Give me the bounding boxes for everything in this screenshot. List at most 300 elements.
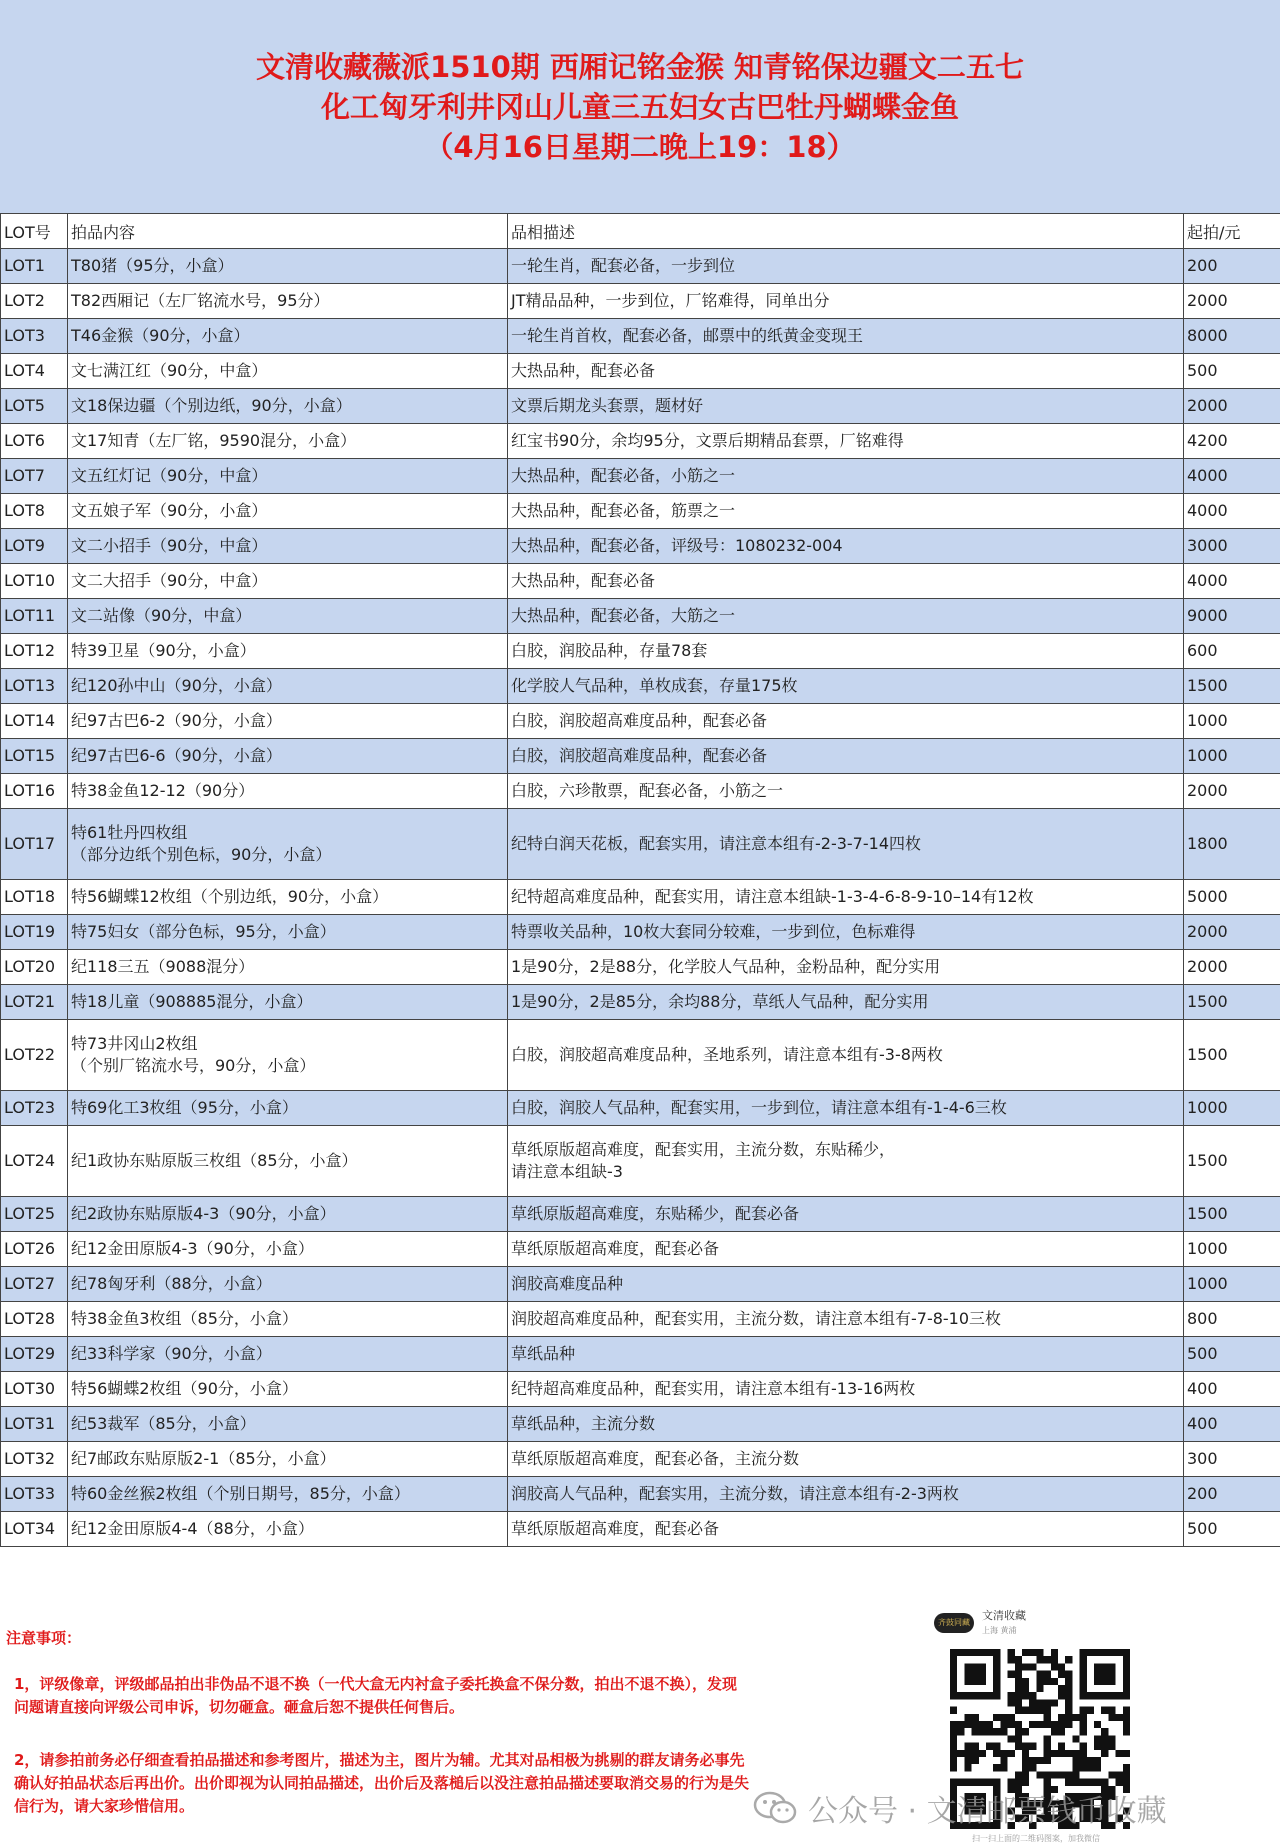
cell-price-text: 500 xyxy=(1187,1344,1218,1363)
cell-lot xyxy=(1,1372,68,1407)
cell-lot xyxy=(1,459,68,494)
cell-desc xyxy=(508,880,1184,915)
cell-desc-text: 一轮生肖首枚，配套必备，邮票中的纸黄金变现王 xyxy=(511,326,864,345)
cell-item xyxy=(68,1020,508,1091)
cell-price xyxy=(1184,1020,1280,1091)
cell-desc-text: 草纸原版超高难度，配套必备 xyxy=(511,1519,720,1538)
cell-lot-text: LOT20 xyxy=(4,957,56,976)
cell-price-text: 1500 xyxy=(1187,992,1228,1011)
cell-lot-text: LOT5 xyxy=(4,396,45,415)
cell-lot xyxy=(1,950,68,985)
table-row xyxy=(1,319,1280,354)
table-row xyxy=(1,564,1280,599)
qr-caption: 扫一扫上面的二维码图案，加我微信 xyxy=(972,1834,1100,1843)
table-row xyxy=(1,1267,1280,1302)
cell-lot xyxy=(1,1442,68,1477)
table-row xyxy=(1,809,1280,880)
watermark xyxy=(752,1786,1167,1830)
cell-lot-text: LOT28 xyxy=(4,1309,56,1328)
title-line-1: 文清收藏薇派1510期 西厢记铭金猴 知青铭保边疆文二五七 xyxy=(256,49,1024,84)
table-row xyxy=(1,1442,1280,1477)
cell-lot xyxy=(1,354,68,389)
cell-item xyxy=(68,1232,508,1267)
cell-price-text: 2000 xyxy=(1187,922,1228,941)
cell-price xyxy=(1184,669,1280,704)
cell-desc-text: JT精品品种，一步到位，厂铭难得，同单出分 xyxy=(511,291,830,310)
cell-item xyxy=(68,704,508,739)
cell-item xyxy=(68,1337,508,1372)
cell-price-text: 1000 xyxy=(1187,1098,1228,1117)
cell-price-text: 4000 xyxy=(1187,571,1228,590)
cell-item xyxy=(68,354,508,389)
header-banner xyxy=(0,0,1280,213)
cell-desc xyxy=(508,985,1184,1020)
cell-item-text: 文五娘子军（90分，小盒） xyxy=(71,501,268,520)
notes-title: 注意事项： xyxy=(6,1629,82,1647)
cell-price-text: 5000 xyxy=(1187,887,1228,906)
cell-desc-text: 大热品种，配套必备 xyxy=(511,571,656,590)
cell-item-text: 特38金鱼3枚组（85分，小盒） xyxy=(71,1309,298,1328)
cell-desc-text: 白胶，润胶人气品种，配套实用，一步到位，请注意本组有-1-4-6三枚 xyxy=(511,1098,1007,1117)
cell-lot xyxy=(1,1232,68,1267)
cell-lot-text: LOT13 xyxy=(4,676,56,695)
cell-item xyxy=(68,634,508,669)
cell-item xyxy=(68,950,508,985)
cell-lot-text: LOT34 xyxy=(4,1519,56,1538)
cell-item xyxy=(68,1442,508,1477)
cell-desc xyxy=(508,424,1184,459)
cell-price-text: 300 xyxy=(1187,1449,1218,1468)
cell-desc xyxy=(508,529,1184,564)
cell-desc-text: 润胶高人气品种，配套实用，主流分数，请注意本组有-2-3两枚 xyxy=(511,1484,959,1503)
cell-lot-text: LOT2 xyxy=(4,291,45,310)
cell-price xyxy=(1184,1407,1280,1442)
cell-lot xyxy=(1,985,68,1020)
cell-price-text: 400 xyxy=(1187,1379,1218,1398)
cell-price-text: 1000 xyxy=(1187,711,1228,730)
cell-desc-text: 润胶高难度品种 xyxy=(511,1274,624,1293)
col-header-price: 起拍/元 xyxy=(1184,214,1280,249)
cell-lot-text: LOT8 xyxy=(4,501,45,520)
qr-brand-sub: 上海 黄浦 xyxy=(982,1626,1017,1635)
cell-item xyxy=(68,809,508,880)
cell-item-text: 特56蝴蝶2枚组（90分，小盒） xyxy=(71,1379,298,1398)
cell-desc-text: 白胶，润胶品种，存量78套 xyxy=(511,641,708,660)
table-row xyxy=(1,1372,1280,1407)
cell-price xyxy=(1184,880,1280,915)
cell-desc xyxy=(508,319,1184,354)
cell-price-text: 4000 xyxy=(1187,466,1228,485)
cell-price-text: 2000 xyxy=(1187,957,1228,976)
cell-lot xyxy=(1,1512,68,1547)
cell-price-text: 1500 xyxy=(1187,1151,1228,1170)
cell-lot-text: LOT18 xyxy=(4,887,56,906)
cell-desc-text: 白胶，润胶超高难度品种，配套必备 xyxy=(511,711,768,730)
cell-price-text: 1000 xyxy=(1187,1274,1228,1293)
table-row xyxy=(1,669,1280,704)
cell-lot xyxy=(1,915,68,950)
cell-price-text: 2000 xyxy=(1187,781,1228,800)
cell-price-text: 4200 xyxy=(1187,431,1228,450)
cell-item-text: 文二小招手（90分，中盒） xyxy=(71,536,268,555)
table-row xyxy=(1,634,1280,669)
cell-item-text: T82西厢记（左厂铭流水号，95分） xyxy=(71,291,330,310)
notes-paragraph-1: 1，评级像章，评级邮品拍出非伪品不退不换（一代大盒无内衬盒子委托换盒不保分数，拍出不退不换），发现问题请直接向评级公司申诉，切勿砸盒。砸盒后恕不提供任何售后。 xyxy=(14,1675,737,1716)
qr-brand-name xyxy=(982,1607,1026,1636)
cell-desc xyxy=(508,1477,1184,1512)
cell-desc-text: 纪特超高难度品种，配套实用，请注意本组有-13-16两枚 xyxy=(511,1379,916,1398)
cell-item xyxy=(68,1372,508,1407)
cell-item-text: 特38金鱼12-12（90分） xyxy=(71,781,255,800)
cell-price xyxy=(1184,249,1280,284)
cell-desc xyxy=(508,1512,1184,1547)
table-row xyxy=(1,774,1280,809)
cell-lot xyxy=(1,1091,68,1126)
cell-item xyxy=(68,985,508,1020)
cell-item-text: 纪97古巴6-2（90分，小盒） xyxy=(71,711,282,730)
cell-item xyxy=(68,494,508,529)
table-row xyxy=(1,284,1280,319)
cell-lot xyxy=(1,880,68,915)
cell-item-text: 纪12金田原版4-4（88分，小盒） xyxy=(71,1519,314,1538)
cell-price xyxy=(1184,424,1280,459)
cell-desc xyxy=(508,284,1184,319)
cell-price xyxy=(1184,950,1280,985)
cell-lot xyxy=(1,1302,68,1337)
cell-lot-text: LOT12 xyxy=(4,641,56,660)
watermark-text: 公众号 · 文清邮票钱币收藏 xyxy=(808,1794,1167,1829)
cell-item-text: 纪78匈牙利（88分，小盒） xyxy=(71,1274,272,1293)
cell-lot-text: LOT11 xyxy=(4,606,56,625)
cell-item-text: 特39卫星（90分，小盒） xyxy=(71,641,256,660)
cell-desc xyxy=(508,1126,1184,1197)
cell-desc-text: 草纸原版超高难度，配套必备，主流分数 xyxy=(511,1449,800,1468)
cell-item xyxy=(68,1197,508,1232)
cell-item xyxy=(68,1512,508,1547)
cell-desc xyxy=(508,564,1184,599)
cell-desc xyxy=(508,1442,1184,1477)
table-header-row xyxy=(1,214,1280,249)
cell-item-text: 文二站像（90分，中盒） xyxy=(71,606,252,625)
cell-price xyxy=(1184,1442,1280,1477)
cell-item-text: 文五红灯记（90分，中盒） xyxy=(71,466,268,485)
cell-desc-text: 1是90分，2是85分，余均88分，草纸人气品种，配分实用 xyxy=(511,992,929,1011)
cell-price xyxy=(1184,389,1280,424)
cell-price xyxy=(1184,1477,1280,1512)
cell-desc xyxy=(508,809,1184,880)
cell-price-text: 4000 xyxy=(1187,501,1228,520)
table-row xyxy=(1,1337,1280,1372)
table-row xyxy=(1,1302,1280,1337)
cell-price-text: 8000 xyxy=(1187,326,1228,345)
cell-desc xyxy=(508,1020,1184,1091)
title-line-3: （4月16日星期二晚上19：18） xyxy=(424,129,856,164)
cell-price-text: 2000 xyxy=(1187,291,1228,310)
cell-item-text: 纪12金田原版4-3（90分，小盒） xyxy=(71,1239,314,1258)
cell-item xyxy=(68,739,508,774)
cell-item xyxy=(68,915,508,950)
cell-price xyxy=(1184,1512,1280,1547)
table-row xyxy=(1,1126,1280,1197)
cell-lot xyxy=(1,634,68,669)
cell-lot xyxy=(1,809,68,880)
cell-price xyxy=(1184,985,1280,1020)
table-row xyxy=(1,599,1280,634)
cell-item xyxy=(68,599,508,634)
cell-item-text: 纪97古巴6-6（90分，小盒） xyxy=(71,746,282,765)
cell-desc-text: 红宝书90分，余均95分，文票后期精品套票，厂铭难得 xyxy=(511,431,904,450)
cell-price-text: 200 xyxy=(1187,1484,1218,1503)
cell-price xyxy=(1184,319,1280,354)
cell-lot-text: LOT24 xyxy=(4,1151,56,1170)
cell-lot xyxy=(1,704,68,739)
cell-item xyxy=(68,564,508,599)
cell-desc xyxy=(508,389,1184,424)
cell-price-text: 200 xyxy=(1187,256,1218,275)
cell-item-text: 纪120孙中山（90分，小盒） xyxy=(71,676,282,695)
cell-item-text: 纪2政协东贴原版4-3（90分，小盒） xyxy=(71,1204,336,1223)
cell-lot xyxy=(1,739,68,774)
cell-desc xyxy=(508,1267,1184,1302)
cell-price-text: 1800 xyxy=(1187,834,1228,853)
table-body xyxy=(1,249,1280,1547)
cell-price xyxy=(1184,1091,1280,1126)
cell-price-text: 500 xyxy=(1187,1519,1218,1538)
cell-item-text: 文七满江红（90分，中盒） xyxy=(71,361,268,380)
cell-desc xyxy=(508,950,1184,985)
cell-price xyxy=(1184,564,1280,599)
cell-desc-text: 白胶，润胶超高难度品种，圣地系列，请注意本组有-3-8两枚 xyxy=(511,1045,943,1064)
cell-lot-text: LOT32 xyxy=(4,1449,56,1468)
cell-item-text: 纪33科学家（90分，小盒） xyxy=(71,1344,272,1363)
cell-price-text: 800 xyxy=(1187,1309,1218,1328)
table-row xyxy=(1,249,1280,284)
cell-lot-text: LOT15 xyxy=(4,746,56,765)
table-row xyxy=(1,985,1280,1020)
cell-price xyxy=(1184,739,1280,774)
table-row xyxy=(1,459,1280,494)
cell-price-text: 600 xyxy=(1187,641,1218,660)
title-line-2: 化工匈牙利井冈山儿童三五妇女古巴牡丹蝴蝶金鱼 xyxy=(320,89,959,124)
cell-price-text: 1500 xyxy=(1187,1204,1228,1223)
cell-lot xyxy=(1,1407,68,1442)
cell-desc-text: 文票后期龙头套票，题材好 xyxy=(511,396,704,415)
cell-lot-text: LOT31 xyxy=(4,1414,56,1433)
table-row xyxy=(1,1232,1280,1267)
cell-item-text: 文17知青（左厂铭，9590混分，小盒） xyxy=(71,431,357,450)
cell-item xyxy=(68,459,508,494)
cell-lot-text: LOT17 xyxy=(4,834,56,853)
cell-lot-text: LOT19 xyxy=(4,922,56,941)
cell-item-text: 特18儿童（908885混分，小盒） xyxy=(71,992,313,1011)
cell-desc-text: 纪特白润天花板，配套实用，请注意本组有-2-3-7-14四枚 xyxy=(511,834,921,853)
table-row xyxy=(1,529,1280,564)
cell-item-text: T80猪（95分，小盒） xyxy=(71,256,234,275)
cell-item xyxy=(68,529,508,564)
cell-lot-text: LOT3 xyxy=(4,326,45,345)
cell-item-text: 特61牡丹四枚组 （部分边纸个别色标，90分，小盒） xyxy=(71,823,332,864)
cell-lot-text: LOT23 xyxy=(4,1098,56,1117)
table-row xyxy=(1,424,1280,459)
cell-price-text: 1500 xyxy=(1187,676,1228,695)
table-row xyxy=(1,704,1280,739)
cell-desc-text: 草纸原版超高难度，配套必备 xyxy=(511,1239,720,1258)
cell-price-text: 500 xyxy=(1187,361,1218,380)
cell-lot xyxy=(1,1267,68,1302)
cell-item-text: 特60金丝猴2枚组（个别日期号，85分，小盒） xyxy=(71,1484,410,1503)
cell-desc xyxy=(508,1091,1184,1126)
cell-lot-text: LOT4 xyxy=(4,361,45,380)
cell-price-text: 2000 xyxy=(1187,396,1228,415)
cell-lot xyxy=(1,1197,68,1232)
table-row xyxy=(1,915,1280,950)
cell-desc xyxy=(508,459,1184,494)
cell-price xyxy=(1184,1302,1280,1337)
cell-item xyxy=(68,1477,508,1512)
cell-price xyxy=(1184,634,1280,669)
cell-price xyxy=(1184,494,1280,529)
cell-desc-text: 润胶超高难度品种，配套实用，主流分数，请注意本组有-7-8-10三枚 xyxy=(511,1309,1002,1328)
cell-price xyxy=(1184,284,1280,319)
cell-item-text: 纪53裁军（85分，小盒） xyxy=(71,1414,256,1433)
cell-desc-text: 纪特超高难度品种，配套实用，请注意本组缺-1-3-4-6-8-9-10–14有12枚 xyxy=(511,887,1034,906)
cell-desc xyxy=(508,1337,1184,1372)
cell-price xyxy=(1184,809,1280,880)
cell-lot-text: LOT7 xyxy=(4,466,45,485)
cell-desc-text: 化学胶人气品种，单枚成套，存量175枚 xyxy=(511,676,798,695)
cell-price xyxy=(1184,704,1280,739)
cell-price-text: 1500 xyxy=(1187,1045,1228,1064)
cell-desc-text: 草纸品种，主流分数 xyxy=(511,1414,656,1433)
cell-lot xyxy=(1,529,68,564)
cell-desc-text: 1是90分，2是88分，化学胶人气品种，金粉品种，配分实用 xyxy=(511,957,941,976)
cell-price xyxy=(1184,915,1280,950)
cell-price-text: 1000 xyxy=(1187,746,1228,765)
cell-lot-text: LOT6 xyxy=(4,431,45,450)
cell-desc-text: 大热品种，配套必备 xyxy=(511,361,656,380)
cell-item-text: 纪7邮政东贴原版2-1（85分，小盒） xyxy=(71,1449,336,1468)
cell-lot-text: LOT30 xyxy=(4,1379,56,1398)
cell-lot xyxy=(1,1020,68,1091)
cell-desc-text: 大热品种，配套必备，大筋之一 xyxy=(511,606,736,625)
cell-desc-text: 一轮生肖，配套必备，一步到位 xyxy=(511,256,736,275)
cell-price-text: 1000 xyxy=(1187,1239,1228,1258)
col-header-desc: 品相描述 xyxy=(508,214,1184,249)
cell-item-text: 纪118三五（9088混分） xyxy=(71,957,255,976)
cell-desc xyxy=(508,599,1184,634)
cell-desc xyxy=(508,1197,1184,1232)
cell-item xyxy=(68,424,508,459)
cell-desc-text: 白胶，润胶超高难度品种，配套必备 xyxy=(511,746,768,765)
cell-item-text: 特75妇女（部分色标，95分，小盒） xyxy=(71,922,336,941)
cell-lot-text: LOT10 xyxy=(4,571,56,590)
cell-lot-text: LOT33 xyxy=(4,1484,56,1503)
table-row xyxy=(1,494,1280,529)
brand-logo: 齐鼓同藏 xyxy=(934,1613,974,1633)
cell-lot xyxy=(1,284,68,319)
cell-price xyxy=(1184,354,1280,389)
table-row xyxy=(1,354,1280,389)
cell-item xyxy=(68,284,508,319)
wechat-icon xyxy=(752,1791,798,1825)
table-row xyxy=(1,1091,1280,1126)
cell-item-text: 纪1政协东贴原版三枚组（85分，小盒） xyxy=(71,1151,358,1170)
cell-lot xyxy=(1,564,68,599)
cell-price xyxy=(1184,1232,1280,1267)
cell-desc xyxy=(508,704,1184,739)
cell-item xyxy=(68,1407,508,1442)
cell-price xyxy=(1184,1126,1280,1197)
col-header-item: 拍品内容 xyxy=(68,214,508,249)
table-row xyxy=(1,1407,1280,1442)
cell-price xyxy=(1184,1337,1280,1372)
table-row xyxy=(1,880,1280,915)
cell-desc xyxy=(508,634,1184,669)
cell-lot-text: LOT26 xyxy=(4,1239,56,1258)
cell-item xyxy=(68,249,508,284)
cell-lot xyxy=(1,424,68,459)
cell-item xyxy=(68,1126,508,1197)
cell-desc xyxy=(508,249,1184,284)
table-row xyxy=(1,1477,1280,1512)
cell-desc-text: 草纸品种 xyxy=(511,1344,576,1363)
cell-item-text: 特73井冈山2枚组 （个别厂铭流水号，90分，小盒） xyxy=(71,1034,316,1075)
cell-desc-text: 大热品种，配套必备，筋票之一 xyxy=(511,501,736,520)
cell-price xyxy=(1184,459,1280,494)
cell-price xyxy=(1184,1267,1280,1302)
cell-lot-text: LOT16 xyxy=(4,781,56,800)
cell-lot xyxy=(1,249,68,284)
cell-item xyxy=(68,774,508,809)
cell-lot xyxy=(1,1477,68,1512)
col-header-lot: LOT号 xyxy=(1,214,68,249)
cell-item xyxy=(68,880,508,915)
cell-lot xyxy=(1,389,68,424)
cell-item-text: 特56蝴蝶12枚组（个别边纸，90分，小盒） xyxy=(71,887,389,906)
cell-price xyxy=(1184,1197,1280,1232)
table-row xyxy=(1,1197,1280,1232)
cell-desc-text: 大热品种，配套必备，小筋之一 xyxy=(511,466,736,485)
cell-price-text: 3000 xyxy=(1187,536,1228,555)
cell-lot-text: LOT9 xyxy=(4,536,45,555)
notes-paragraph-2: 2，请参拍前务必仔细查看拍品描述和参考图片，描述为主，图片为辅。尤其对品相极为挑剔的群友请务必事先确认好拍品状态后再出价。出价即视为认同拍品描述，出价后及落槌后以没注意拍品描述要取消交易的行为是失信行为，请大家珍惜信用。 xyxy=(14,1751,750,1815)
cell-item-text: 特69化工3枚组（95分，小盒） xyxy=(71,1098,298,1117)
cell-item xyxy=(68,319,508,354)
cell-item xyxy=(68,1302,508,1337)
cell-lot xyxy=(1,1126,68,1197)
cell-desc-text: 草纸原版超高难度，配套实用，主流分数，东贴稀少， 请注意本组缺-3 xyxy=(511,1140,896,1181)
cell-lot-text: LOT27 xyxy=(4,1274,56,1293)
cell-desc xyxy=(508,1302,1184,1337)
cell-desc xyxy=(508,774,1184,809)
table-row xyxy=(1,1512,1280,1547)
cell-desc-text: 草纸原版超高难度，东贴稀少，配套必备 xyxy=(511,1204,800,1223)
cell-desc xyxy=(508,354,1184,389)
cell-desc-text: 特票收关品种，10枚大套同分较难，一步到位，色标难得 xyxy=(511,922,916,941)
cell-price xyxy=(1184,529,1280,564)
cell-item xyxy=(68,1091,508,1126)
cell-item xyxy=(68,669,508,704)
cell-item-text: 文二大招手（90分，中盒） xyxy=(71,571,268,590)
cell-price-text: 400 xyxy=(1187,1414,1218,1433)
cell-price xyxy=(1184,1372,1280,1407)
cell-lot-text: LOT1 xyxy=(4,256,45,275)
cell-item xyxy=(68,389,508,424)
qr-brand-title: 文清收藏 xyxy=(982,1609,1026,1622)
table-row xyxy=(1,389,1280,424)
table-row xyxy=(1,950,1280,985)
cell-lot xyxy=(1,494,68,529)
